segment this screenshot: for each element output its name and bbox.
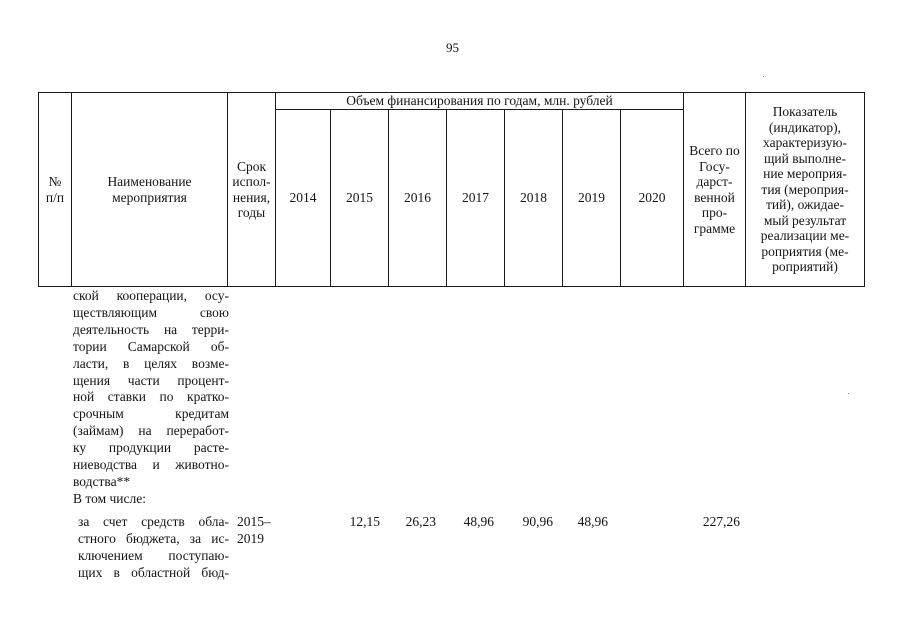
header-bottom-line [38, 286, 865, 287]
year-2015-header: 2015 [346, 190, 373, 206]
col-total-header [684, 93, 745, 286]
col-name-label-2: мероприятия [112, 189, 187, 205]
sub-name-line: за счет средств обла- [78, 514, 229, 529]
scan-speck [848, 393, 849, 394]
name-line: водства** [73, 473, 131, 489]
value-2016: 26,23 [405, 514, 436, 529]
sub-name-line: щих в областной бюд- [78, 564, 229, 580]
name-line: ществляющим свою [73, 304, 229, 320]
col-name-label-1: Наименование [107, 174, 192, 189]
col-indicator-label-10: роприятия (ме- [761, 243, 849, 259]
col-total-label-6: грамме [693, 220, 736, 236]
col-term-label-2: испол- [232, 174, 271, 189]
name-line: ниеводства и животно- [73, 457, 229, 473]
name-line: тории Самарской об- [73, 338, 229, 354]
col-total-label-1: Всего по [689, 143, 740, 158]
col-indicator-label-1: Показатель [772, 104, 838, 120]
col-indicator-label-4: щий выполне- [764, 150, 846, 166]
term-line-2: 2019 [237, 530, 264, 546]
year-2016-header: 2016 [404, 190, 431, 206]
col-total-label-2: Госу- [699, 158, 730, 174]
term-cell [237, 514, 283, 548]
name-line: ной ставки по кратко- [73, 389, 229, 405]
value-2018: 90,96 [522, 514, 553, 529]
col-indicator-label-11: роприятий) [772, 259, 838, 275]
col-term-label-1: Срок [236, 158, 267, 174]
value-2019: 48,96 [577, 514, 608, 529]
value-2017: 48,96 [463, 514, 494, 529]
table-header [38, 92, 865, 287]
col-name-header [72, 93, 227, 286]
col-term-label-4: годы [237, 205, 266, 220]
col-total-label-3: дарст- [696, 174, 733, 189]
year-2018-header: 2018 [520, 190, 547, 206]
year-2014-header: 2014 [289, 190, 317, 206]
name-line: деятельность на терри- [73, 321, 229, 337]
year-2020-header: 2020 [638, 190, 666, 206]
name-line: ласти, в целях возме- [73, 355, 229, 371]
term-line-1: 2015– [237, 514, 271, 529]
name-line: срочным кредитам [73, 406, 229, 422]
scan-speck [763, 76, 764, 77]
value-total: 227,26 [702, 514, 740, 529]
col-indicator-label-5: ние мероприя- [763, 166, 847, 182]
col-term-header [228, 93, 275, 286]
value-2015: 12,15 [349, 514, 380, 529]
page-number: 95 [446, 40, 459, 55]
col-indicator-label-3: характеризую- [763, 135, 847, 151]
col-total-label-4: венной [694, 189, 735, 205]
sub-name-line: стного бюджета, за ис- [78, 530, 229, 546]
funding-group-header [276, 93, 683, 109]
funding-group-label: Объем финансирования по годам, млн. рублей [346, 93, 613, 109]
year-2017-header: 2017 [462, 190, 489, 206]
col-number-header [39, 93, 71, 286]
year-2019-header: 2019 [578, 190, 605, 206]
col-indicator-label-6: тия (мероприя- [761, 181, 849, 197]
col-indicator-label-7: тий), ожидае- [766, 197, 844, 213]
col-total-label-5: про- [701, 205, 728, 220]
name-line: ку продукции расте- [73, 440, 229, 456]
col-indicator-label-2: (индикатор), [768, 119, 842, 135]
col-indicator-label-9: реализации ме- [760, 228, 850, 244]
col-term-label-3: нения, [232, 189, 271, 205]
name-line: щения части процент- [73, 372, 229, 388]
subheading: В том числе: [73, 490, 146, 506]
activity-name-text [73, 288, 229, 508]
name-line: (займам) на переработ- [73, 423, 229, 439]
sub-activity-name-text [78, 514, 229, 582]
name-line: ской кооперации, осу- [73, 288, 229, 303]
col-indicator-header [746, 93, 864, 286]
col-number-label: № п/п [45, 174, 65, 205]
sub-name-line: ключением поступаю- [78, 547, 229, 563]
col-indicator-label-8: мый результат [763, 212, 847, 228]
vline-12 [864, 92, 865, 287]
